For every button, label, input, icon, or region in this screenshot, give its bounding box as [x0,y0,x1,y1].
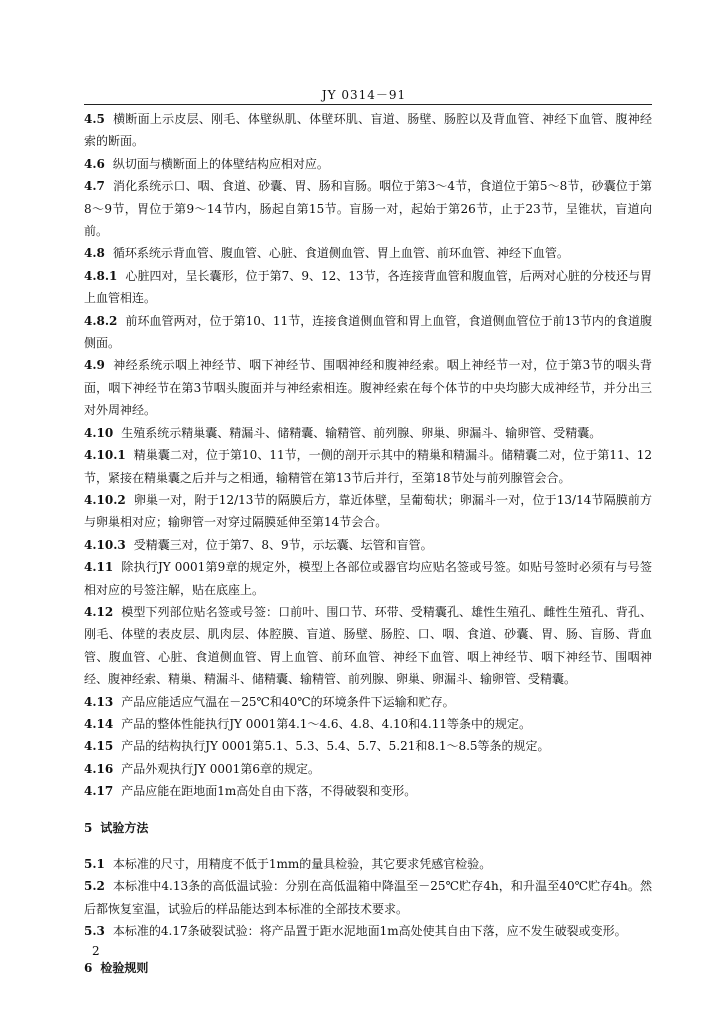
section-spacer [84,839,652,853]
clause-paragraph [84,534,652,556]
clause-number: 4.5 [84,112,105,126]
clause-paragraph [84,875,652,920]
clause-number: 4.14 [84,716,114,731]
clause-paragraph [84,153,652,175]
clause-text: 神经系统示咽上神经节、咽下神经节、围咽神经和腹神经索。咽上神经节一对，位于第3节的咽头背面，咽下神经节在第3节咽头腹面并与神经索相连。腹神经索在每个体节的中央均膨大成神经节，并分出三对外周神经。 [84,358,652,418]
clause-number: 5.3 [84,924,105,939]
clause-paragraph [84,108,652,153]
clause-number: 4.10.3 [84,537,126,552]
clause-text: 受精囊三对，位于第7、8、9节，示坛囊、坛管和盲管。 [133,537,433,552]
standard-code: JY 0314－91 [321,88,407,102]
clause-paragraph [84,735,652,757]
section-title: 检验规则 [100,960,149,975]
clause-paragraph [84,758,652,780]
clause-number: 4.8 [84,246,105,261]
clause-number: 4.12 [84,604,114,619]
section-spacer [84,803,652,817]
clause-paragraph [84,691,652,713]
clause-paragraph [84,713,652,735]
clause-number: 4.7 [84,179,105,194]
section-heading [84,957,652,979]
header-rule [84,104,652,105]
clause-text: 产品外观执行JY 0001第6章的规定。 [121,761,320,776]
clause-text: 心脏四对，呈长囊形，位于第7、9、12、13节，各连接背血管和腹血管，后两对心脏的分枝还与胃上血管相连。 [84,268,652,306]
clause-paragraph [84,310,652,355]
clause-text: 产品的结构执行JY 0001第5.1、5.3、5.4、5.7、5.21和8.1～8.5等条的规定。 [121,739,550,754]
document-body [84,108,652,993]
clause-text: 生殖系统示精巢囊、精漏斗、储精囊、输精管、前列腺、卵巢、卵漏斗、输卵管、受精囊。 [121,425,602,440]
clause-paragraph [84,853,652,875]
clause-paragraph [84,422,652,444]
clause-text: 循环系统示背血管、腹血管、心脏、食道侧血管、胃上血管、前环血管、神经下血管。 [112,246,569,261]
clause-paragraph [84,175,652,242]
section-spacer [84,979,652,993]
clause-text: 本标准的4.17条破裂试验：将产品置于距水泥地面1m高处使其自由下落，应不发生破裂或变形。 [112,924,627,939]
clause-text: 本标准中4.13条的高低温试验：分别在高低温箱中降温至－25℃贮存4h，和升温至40℃贮存4h。然后都恢复室温，试验后的样品能达到本标准的全部技术要求。 [84,879,652,916]
clause-text: 前环血管两对，位于第10、11节，连接食道侧血管和胃上血管，食道侧血管位于前13节内的食道腹侧面。 [84,313,652,351]
clause-number: 4.13 [84,694,114,709]
clause-text: 本标准的尺寸，用精度不低于1mm的量具检验，其它要求凭感官检验。 [112,857,492,871]
section-number: 5 [84,820,93,835]
clause-paragraph [84,601,652,691]
document-header [0,86,728,103]
clause-text: 产品应能适应气温在－25℃和40℃的环境条件下运输和贮存。 [121,694,455,709]
clause-text: 卵巢一对，附于12/13节的隔膜后方，靠近体壁，呈葡萄状；卵漏斗一对，位于13/14节隔膜前方与卵巢相对应；输卵管一对穿过隔膜延伸至第14节会合。 [84,492,652,530]
clause-number: 5.1 [84,857,105,871]
clause-text: 模型下列部位贴名签或号签：口前叶、围口节、环带、受精囊孔、雄性生殖孔、雌性生殖孔、背孔、刚毛、体壁的表皮层、肌肉层、体腔膜、盲道、肠壁、肠腔、口、咽、食道、砂囊、胃、肠、盲肠、背血管、腹血管、心脏、食道侧血管、胃上血管、前环血管、神经下血管、咽上神经节、咽下神经节、围咽神经、腹神经索、精巢、精漏斗、储精囊、输精管、前列腺、卵巢、卵漏斗、输卵管、受精囊。 [84,604,652,687]
clause-paragraph [84,265,652,310]
section-title: 试验方法 [100,820,149,835]
clause-paragraph [84,444,652,489]
clause-number: 4.10.2 [84,492,126,507]
clause-paragraph [84,780,652,802]
clause-number: 5.2 [84,879,105,894]
section-spacer [84,943,652,957]
clause-number: 4.17 [84,784,114,799]
page-number: 2 [92,944,100,958]
section-number: 6 [84,960,93,975]
clause-paragraph [84,489,652,534]
clause-text: 产品应能在距地面1m高处自由下落，不得破裂和变形。 [121,784,417,799]
clause-number: 4.10.1 [84,448,126,463]
clause-text: 消化系统示口、咽、食道、砂囊、胃、肠和盲肠。咽位于第3～4节，食道位于第5～8节，砂囊位于第8～9节，胃位于第9～14节内，肠起自第15节。盲肠一对，起始于第26节，止于23节，呈锥状，盲道向前。 [84,179,652,239]
clause-paragraph [84,556,652,601]
clause-number: 4.11 [84,560,114,575]
clause-paragraph [84,354,652,421]
clause-paragraph [84,920,652,942]
clause-number: 4.6 [84,156,105,171]
clause-number: 4.8.1 [84,268,118,283]
clause-number: 4.9 [84,358,105,373]
clause-number: 4.16 [84,761,114,776]
clause-number: 4.8.2 [84,313,118,328]
clause-text: 除执行JY 0001第9章的规定外，模型上各部位或器官均应贴名签或号签。如贴号签时必须有与号签相对应的号签注解，贴在底座上。 [84,560,652,597]
clause-paragraph [84,242,652,264]
clause-text: 纵切面与横断面上的体壁结构应相对应。 [112,156,329,171]
clause-text: 产品的整体性能执行JY 0001第4.1～4.6、4.8、4.10和4.11等条中的规定。 [121,716,532,731]
clause-text: 精巢囊二对，位于第10、11节，一侧的剖开示其中的精巢和精漏斗。储精囊二对，位于第11、12节，紧接在精巢囊之后并与之相通，输精管在第13节后并行，至第18节处与前列腺管会合。 [84,448,652,485]
section-heading [84,817,652,839]
clause-number: 4.15 [84,739,114,754]
clause-number: 4.10 [84,425,114,440]
clause-text: 横断面上示皮层、刚毛、体壁纵肌、体壁环肌、盲道、肠壁、肠腔以及背血管、神经下血管、腹神经索的断面。 [84,112,652,149]
